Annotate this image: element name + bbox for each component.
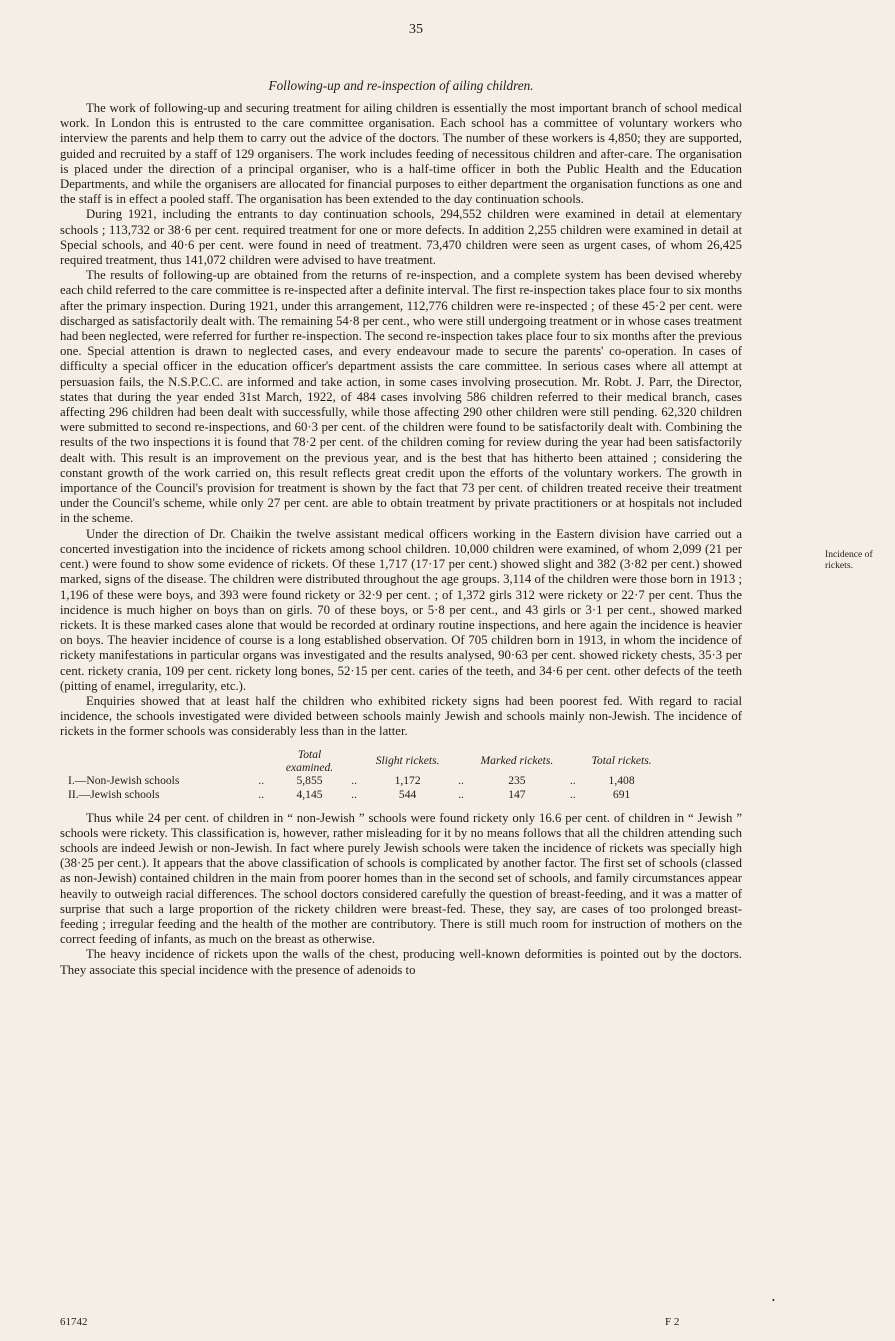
leader-dots: .. (458, 788, 464, 802)
signature-mark: F 2 (665, 1316, 680, 1328)
header-total-examined: Total examined. (285, 747, 334, 774)
margin-note: Incidence of rickets. (825, 548, 873, 571)
cell-slight-rickets: 1,172 (394, 774, 421, 788)
cell-total-examined: 4,145 (296, 788, 323, 802)
leader-dots: .. (458, 774, 464, 788)
leader-dots: .. (258, 788, 265, 802)
paragraph-care-committee: The work of following-up and securing treatment for ailing children is essentially the most important branch of school medical work. In London this is entrusted to the care committee organisation. Each school has a committee of voluntary workers who interview the parents and help them to carry out the advice of the doctors. The number of these workers is 4,850; they are supported, guided and recruited by a staff of 129 organisers. The work includes feeding of necessitous children and after-care. The organisation is placed under the direction of a principal organiser, who is a half-time officer in both the Public Health and the Education Departments, and while the organisers are allocated for financial purposes to either department the organisation functions as one and the staff is in effect a pooled staff. The organisation has been extended to the day continuation schools. (60, 101, 742, 207)
row-label: II.—Jewish schools (68, 788, 160, 802)
cell-marked-rickets: 147 (508, 788, 526, 802)
leader-dots: .. (258, 774, 265, 788)
paragraph-re-inspection: The results of following-up are obtained from the returns of re-inspection, and a complete system has been devised whereby each child referred to the care committee is re-inspected after a definite interval. The first re-inspection takes place four to six months after the primary inspection. During 1921, under this arrangement, 112,776 children were re-inspected ; of these 45·2 per cent. were discharged as satisfactorily dealt with. The remaining 54·8 per cent., who were still undergoing treatment or in whose cases treatment had been neglected, were referred for further re-inspection. The second re-inspection takes place four to six months after the previous one. Special attention is drawn to neglected cases, and every endeavour made to secure the parents' co-operation. In cases of difficulty a special officer in the education officer's department assists the care committee. In serious cases where all attempt at persuasion fails, the N.S.P.C.C. are informed and take action, in some cases involving prosecution. Mr. Robt. J. Parr, the Director, states that during the year ended 31st March, 1922, of 484 cases involving 586 children referred to their medical branch, cases affecting 296 children had been dealt with successfully, while those affecting 290 other children were still pending. 62,320 children were submitted to second re-inspections, and 60·3 per cent. of the children were found to be satisfactorily dealt with. Combining the results of the two inspections it is found that 78·2 per cent. of the children coming for review during the year had been satisfactorily dealt with. This result is an improvement on the previous year, and is the best that has hitherto been attained ; considering the constant growth of the work carried on, this result reflects great credit upon the efforts of the voluntary workers. The growth in importance of the Council's provision for treatment is shown by the fact that 73 per cent. of children treated receive their treatment under the Council's scheme, while only 27 per cent. are able to obtain treatment by private practitioners or at hospitals not included in the scheme. (60, 268, 742, 526)
paragraph-rickets-investigation: Under the direction of Dr. Chaikin the twelve assistant medical officers working in the Eastern division have carried out a concerted investigation into the incidence of rickets among school children. 10,000 children were examined, of whom 2,099 (21 per cent.) were found to show some evidence of rickets. Of these 1,717 (17·17 per cent.) showed slight and 382 (3·82 per cent.) showed marked, signs of the disease. The children were distributed throughout the age groups. 3,114 of the children were those born in 1913 ; 1,196 of these were boys, and 393 were found rickety or 32·9 per cent. ; of 1,372 girls 312 were rickety or 22·7 per cent. Thus the incidence is much higher on boys than on girls. 70 of these boys, or 5·8 per cent., and 43 girls or 3·1 per cent., showed marked rickets. It is these marked cases alone that would be recorded at ordinary routine inspections, and here again the incidence is heavier on boys. The heavier incidence of course is a long established observation. Of 705 children born in 1913, in whom the incidence of rickety manifestations in particular organs was investigated and the results analysed, 90·63 per cent. showed rickety chests, 35·3 per cent. rickety crania, 109 per cent. rickety long bones, 52·15 per cent. caries of the teeth, and 34·6 per cent. other defects of the teeth (pitting of enamel, irregularity, etc.). (60, 526, 742, 693)
paragraph-inspection-1921: During 1921, including the entrants to day continuation schools, 294,552 children were examined in detail at elementary schools ; 113,732 or 38·6 per cent. required treatment for one or more defects. In addition 2,255 children were examined in detail at Special schools, and 40·6 per cent. were found in need of treatment. 73,470 children were seen as urgent cases, of whom 26,425 required treatment, thus 141,072 children were advised to have treatment. (60, 207, 742, 268)
header-total-rickets: Total rickets. (591, 754, 652, 768)
header-slight-rickets: Slight rickets. (375, 754, 440, 768)
document-page (60, 22, 873, 978)
cell-slight-rickets: 544 (398, 788, 417, 802)
paragraph-racial-incidence: Enquiries showed that at least half the children who exhibited rickety signs had been poorest fed. With regard to racial incidence, the schools investigated were divided between schools mainly Jewish and schools mainly non-Jewish. The incidence of rickets in the former schools was considerably less than in the latter. (60, 693, 742, 739)
table-row (60, 788, 660, 802)
rickets-section (60, 526, 873, 694)
cell-total-examined: 5,855 (296, 774, 323, 788)
section-heading: Following-up and re-inspection of ailing children. (268, 78, 534, 93)
paragraph-chest-incidence: The heavy incidence of rickets upon the walls of the chest, producing well-known deformities is pointed out by the doctors. They associate this special incidence with the presence of adenoids to (60, 947, 742, 977)
cell-total-rickets: 691 (612, 788, 631, 802)
rickets-table (60, 748, 660, 802)
leader-dots: .. (351, 774, 358, 788)
cell-marked-rickets: 235 (508, 774, 526, 788)
leader-dots: .. (569, 774, 576, 788)
cell-total-rickets: 1,408 (608, 774, 635, 788)
paragraph-jewish-schools: Thus while 24 per cent. of children in “ non-Jewish ” schools were found rickety only 16.6 per cent. of children in “ Jewish ” schools were rickety. This classification is, however, rather misleading for it by no means follows that all the children attending such schools are indeed Jewish or non-Jewish. In fact where purely Jewish schools were taken the incidence of rickets was specially high (38·25 per cent.). It appears that the above classification of schools is complicated by another factor. The first set of schools (classed as non-Jewish) contained children in the main from poorer homes than in the second set of schools, and family circumstances appear heavily to outweigh racial differences. The school doctors considered carefully the question of breast-feeding, and it was a matter of surprise that such a large proportion of the rickety children were breast-fed. These, they say, are cases of too prolonged breast-feeding ; irregular feeding and the health of the mother are contributory. There is still much room for instruction of mothers on the correct feeding of infants, as much on the breast as otherwise. (60, 810, 742, 947)
margin-bullet: • (772, 1296, 775, 1305)
table-row (60, 774, 660, 788)
table-header-row (60, 748, 660, 774)
row-label: I.—Non-Jewish schools (68, 774, 180, 788)
header-marked-rickets: Marked rickets. (480, 754, 554, 768)
page-number: 35 (409, 22, 423, 37)
printer-code: 61742 (60, 1316, 88, 1328)
leader-dots: .. (351, 788, 358, 802)
leader-dots: .. (569, 788, 576, 802)
